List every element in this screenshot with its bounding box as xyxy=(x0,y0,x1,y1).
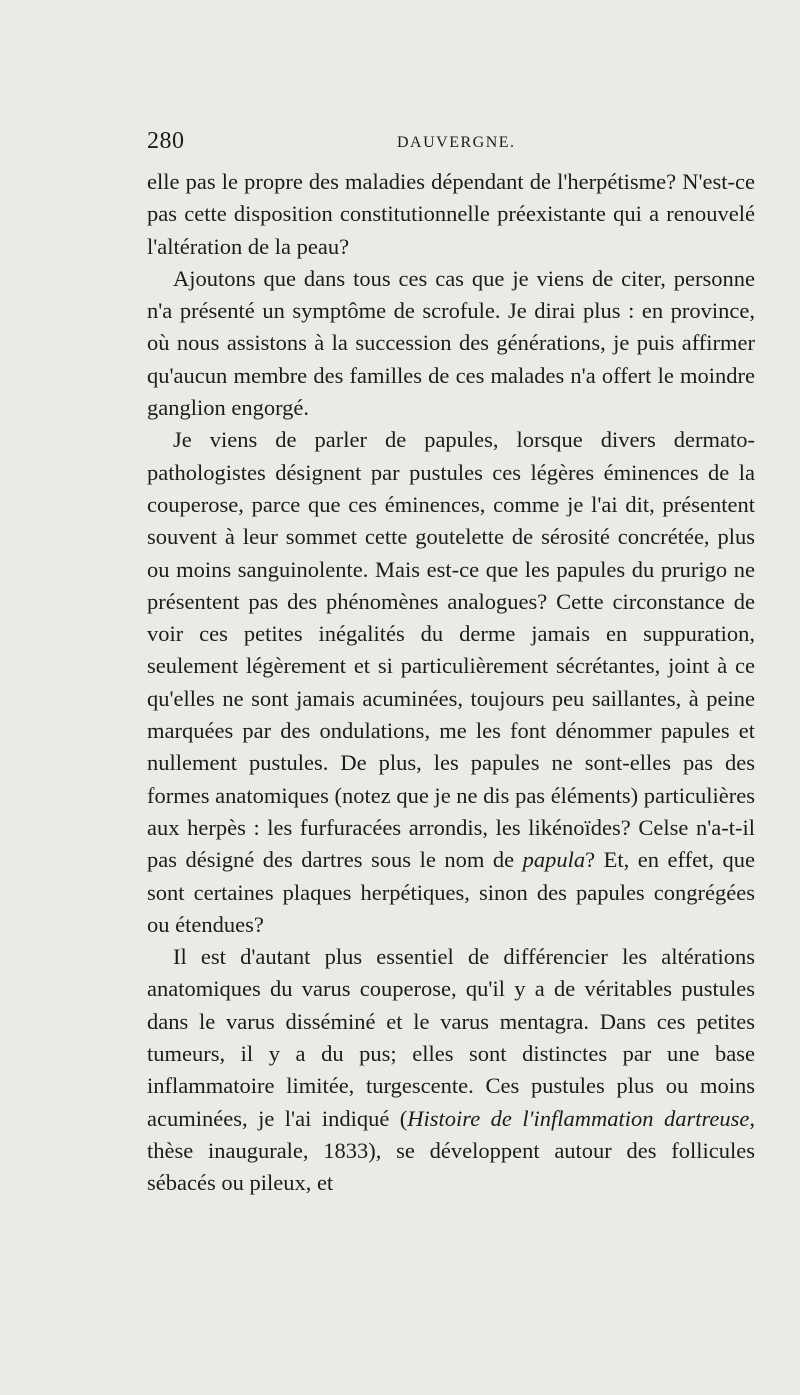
paragraph-1: elle pas le propre des maladies dépendant de l'herpétisme? N'est-ce pas cette disposition constitutionnelle préexistante qui a renouvelé l'altération de la peau? xyxy=(147,169,755,259)
paragraph-4-text-b: thèse inaugurale, 1833), se développent autour des follicules sébacés ou pileux, et xyxy=(147,1137,755,1196)
running-head: DAUVERGNE. xyxy=(397,134,516,151)
paragraph-3-text-a: Je viens de parler de papules, lorsque divers dermato-pathologistes désignent par pustules ces légères éminences de la couperose, parce que ces éminences, comme je l'ai dit, présentent souvent à leur sommet cette goutelette de sérosité concrétée, plus ou moins sanguinolente. Mais est-ce que les papules du prurigo ne présentent pas des phénomènes analogues? Cette circonstance de voir ces petites inégalités du derme jamais en suppuration, seulement légèrement et si particulièrement sécrétantes, joint à ce qu'elles ne sont jamais acuminées, toujours peu saillantes, à peine marquées par des ondulations, me les font dénommer papules et nullement pustules. De plus, les papules ne sont-elles pas des formes anatomiques (notez que je ne dis pas éléments) particulières aux herpès : les furfuracées arrondis, les likénoïdes? Celse n'a-t-il pas désigné des dartres sous le nom de xyxy=(147,427,755,873)
paragraph-3 xyxy=(147,424,755,941)
paragraph-3-italic: papula xyxy=(522,847,586,873)
paragraph-3-text-b: ? Et, en effet, que sont certaines plaques herpétiques, sinon des papules congrégées ou étendues? xyxy=(147,847,755,937)
paragraph-4-italic: Histoire de l'inflammation dartreuse, xyxy=(407,1105,755,1131)
body-text xyxy=(147,166,755,1200)
paragraph-4 xyxy=(147,941,755,1199)
page-number: 280 xyxy=(147,128,185,154)
page-header xyxy=(147,128,755,158)
paragraph-2: Ajoutons que dans tous ces cas que je viens de citer, personne n'a présenté un symptôme de scrofule. Je dirai plus : en province, où nous assistons à la succession des générations, je puis affirmer qu'aucun membre des familles de ces malades n'a offert le moindre ganglion engorgé. xyxy=(147,265,755,421)
paragraph-4-text-a: Il est d'autant plus essentiel de différencier les altérations anatomiques du varus couperose, qu'il y a de véritables pustules dans le varus disséminé et le varus mentagra. Dans ces petites tumeurs, il y a du pus; elles sont distinctes par une base inflammatoire limitée, turgescente. Ces pustules plus ou moins acuminées, je l'ai indiqué ( xyxy=(147,944,755,1131)
